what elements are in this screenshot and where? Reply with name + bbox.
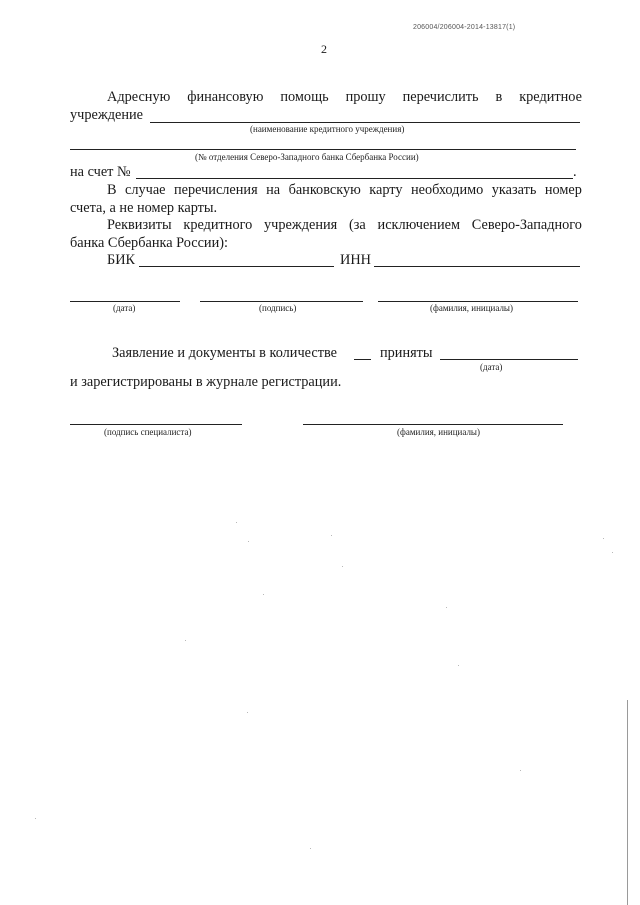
account-label: на счет № xyxy=(70,164,131,180)
requisites-word: Реквизиты xyxy=(107,217,172,233)
registration-statement: Заявление и документы в количестве xyxy=(112,345,337,361)
card-note-continuation: счета, а не номер карты. xyxy=(70,200,218,216)
scan-speck xyxy=(446,607,447,608)
scan-speck xyxy=(263,594,264,595)
requisites-continuation: банка Сбербанка России): xyxy=(70,235,228,251)
card-note-word: случае xyxy=(125,182,166,198)
registered-line: и зарегистрированы в журнале регистрации. xyxy=(70,374,342,390)
transfer-request-word: кредитное xyxy=(519,89,582,105)
account-field-line xyxy=(136,178,573,179)
document-id: 206004/206004-2014-13817(1) xyxy=(413,24,516,31)
page-number: 2 xyxy=(321,42,327,56)
date-caption: (дата) xyxy=(113,303,136,313)
card-note-word: на xyxy=(266,182,281,198)
accepted-date-line xyxy=(440,359,578,360)
date-field-line xyxy=(70,301,180,302)
accepted-date-caption: (дата) xyxy=(480,362,503,372)
card-note-word: карту xyxy=(369,182,403,198)
transfer-request-word: финансовую xyxy=(187,89,264,105)
transfer-request-word: прошу xyxy=(345,89,386,105)
card-note-word: банковскую xyxy=(288,182,361,198)
scan-speck xyxy=(520,770,521,771)
requisites-word: (за xyxy=(349,217,366,233)
scan-speck xyxy=(35,818,36,819)
specialist-signature-caption: (подпись специалиста) xyxy=(104,427,192,437)
specialist-name-line xyxy=(303,424,563,425)
specialist-name-caption: (фамилия, инициалы) xyxy=(397,427,480,437)
requisites-word: Северо-Западного xyxy=(471,217,582,233)
institution-caption: (наименование кредитного учреждения) xyxy=(250,124,405,134)
signature-field-line xyxy=(200,301,363,302)
scan-speck xyxy=(603,538,604,539)
institution-field-line xyxy=(150,122,580,123)
accepted-label: приняты xyxy=(380,345,433,361)
inn-field-line xyxy=(374,266,580,267)
requisites-word: исключением xyxy=(377,217,460,233)
scan-speck xyxy=(248,541,249,542)
transfer-request-word: Адресную xyxy=(107,89,171,105)
bik-label: БИК xyxy=(107,252,136,268)
card-note-word: номер xyxy=(544,182,582,198)
quantity-field-line xyxy=(354,359,371,360)
scan-speck xyxy=(185,640,186,641)
inn-label: ИНН xyxy=(340,252,371,268)
card-note-word: В xyxy=(107,182,117,198)
card-note-word: указать xyxy=(491,182,537,198)
scan-speck xyxy=(247,712,248,713)
scan-edge-line xyxy=(627,700,628,905)
requisites-line xyxy=(107,217,582,234)
transfer-request-word: помощь xyxy=(280,89,329,105)
scan-speck xyxy=(342,566,343,567)
scan-speck xyxy=(458,665,459,666)
name-caption: (фамилия, инициалы) xyxy=(430,303,513,313)
scan-speck xyxy=(236,522,237,523)
transfer-request-line xyxy=(107,89,582,106)
transfer-request-word: в xyxy=(495,89,503,105)
requisites-word: кредитного xyxy=(183,217,253,233)
institution-label: учреждение xyxy=(70,107,143,123)
account-end-mark: . xyxy=(573,164,577,180)
scan-speck xyxy=(331,535,332,536)
requisites-word: учреждения xyxy=(264,217,338,233)
card-note-word: перечисления xyxy=(173,182,258,198)
transfer-request-word: перечислить xyxy=(402,89,479,105)
bik-field-line xyxy=(139,266,334,267)
name-field-line xyxy=(378,301,578,302)
scan-speck xyxy=(310,848,311,849)
signature-caption: (подпись) xyxy=(259,303,297,313)
branch-caption: (№ отделения Северо-Западного банка Сбербанка России) xyxy=(195,152,419,162)
scan-speck xyxy=(612,552,613,553)
branch-field-line xyxy=(70,149,576,150)
specialist-signature-line xyxy=(70,424,242,425)
card-note-line xyxy=(107,182,582,199)
card-note-word: необходимо xyxy=(410,182,484,198)
